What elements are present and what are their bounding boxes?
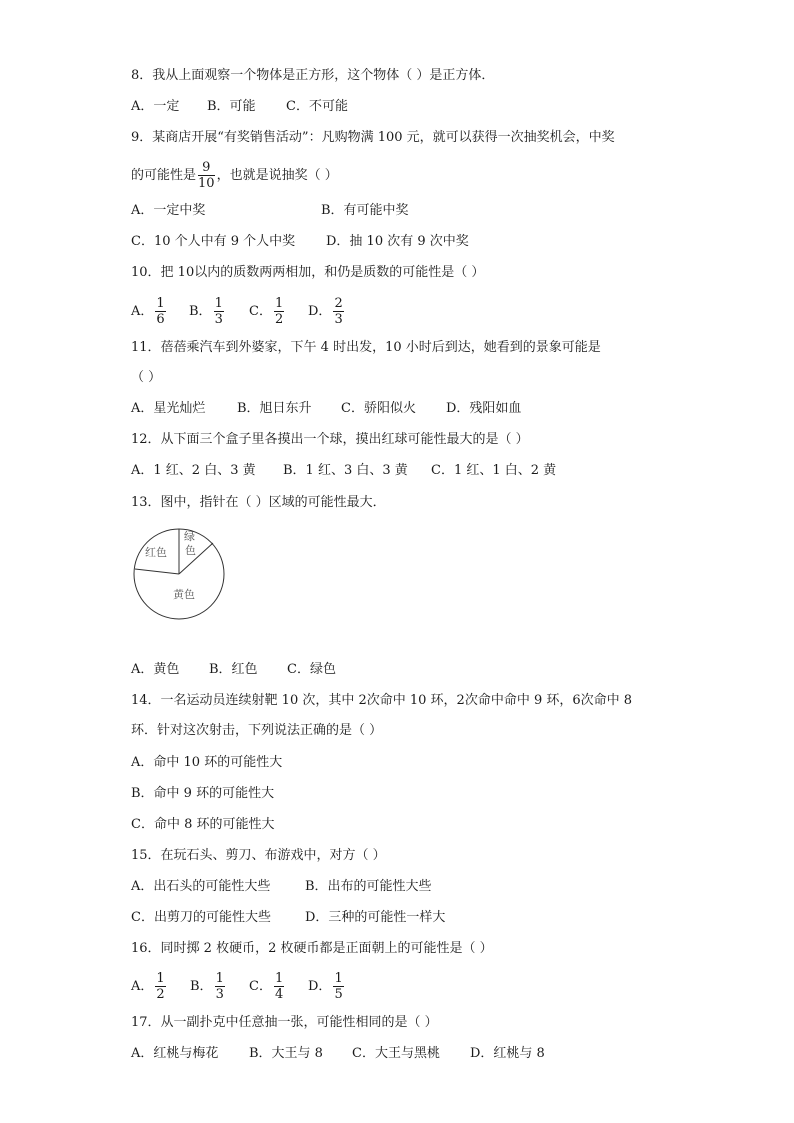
frac-den: 3 xyxy=(215,987,224,1002)
pie-label-yellow: 黄色 xyxy=(173,588,195,601)
pie-label-red: 红色 xyxy=(145,546,167,559)
frac-den: 2 xyxy=(156,987,165,1002)
q13-option-b: B．红色 xyxy=(209,662,258,677)
q16-stem: 16．同时掷 2 枚硬币，2 枚硬币都是正面朝上的可能性是（ ） xyxy=(131,941,493,956)
frac-den: 6 xyxy=(156,312,165,327)
q16-option-c-label: C． xyxy=(249,979,272,994)
q16-option-d-fraction xyxy=(333,971,343,1002)
q11-option-b: B．旭日东升 xyxy=(237,401,312,416)
q16-option-b-fraction xyxy=(215,971,225,1002)
pie-divider-left xyxy=(135,569,179,574)
q14-option-c: C．命中 8 环的可能性大 xyxy=(131,817,275,832)
q10-option-b-fraction xyxy=(214,296,224,327)
frac-den: 5 xyxy=(334,987,343,1002)
q11-option-d: D．残阳如血 xyxy=(446,401,522,416)
q12-option-b: B．1 红、3 白、3 黄 xyxy=(283,463,408,478)
pie-label-green-bottom: 色 xyxy=(185,544,196,557)
pie-svg xyxy=(131,526,227,622)
q11-option-c: C．骄阳似火 xyxy=(341,401,416,416)
q15-option-d: D．三种的可能性一样大 xyxy=(305,910,446,925)
q9-option-d: D．抽 10 次有 9 次中奖 xyxy=(326,234,469,249)
q16-option-a-fraction xyxy=(155,971,165,1002)
q14-option-b: B．命中 9 环的可能性大 xyxy=(131,786,275,801)
q9-option-c: C．10 个人中有 9 个人中奖 xyxy=(131,234,296,249)
q16-option-c xyxy=(249,971,286,1002)
q15-stem: 15．在玩石头、剪刀、布游戏中，对方（ ） xyxy=(131,848,386,863)
q15-option-a: A．出石头的可能性大些 xyxy=(131,879,271,894)
q15-option-c: C．出剪刀的可能性大些 xyxy=(131,910,271,925)
frac-den: 3 xyxy=(334,312,343,327)
q16-option-a xyxy=(131,971,168,1002)
pie-label-green-top: 绿 xyxy=(184,530,195,543)
q9-frac-den: 10 xyxy=(198,176,215,191)
frac-num: 2 xyxy=(334,296,343,311)
frac-num: 1 xyxy=(156,971,165,986)
frac-den: 4 xyxy=(274,987,284,1002)
q17-option-c: C．大王与黑桃 xyxy=(352,1046,440,1061)
q16-option-c-fraction xyxy=(274,971,284,1002)
q10-option-b xyxy=(189,296,226,327)
q13-stem: 13．图中，指针在（ ）区域的可能性最大． xyxy=(131,495,386,510)
q14-stem-line2: 环．针对这次射击，下列说法正确的是（ ） xyxy=(131,723,383,738)
q10-option-d-fraction xyxy=(333,296,343,327)
q11-option-a: A．星光灿烂 xyxy=(131,401,206,416)
q10-option-d-label: D． xyxy=(308,304,332,319)
q10-option-b-label: B． xyxy=(189,304,212,319)
q10-option-d xyxy=(308,296,346,327)
q16-option-d xyxy=(308,971,346,1002)
q12-option-c: C．1 红、1 白、2 黄 xyxy=(431,463,557,478)
frac-num: 1 xyxy=(334,971,343,986)
q10-option-a-label: A． xyxy=(131,304,154,319)
q16-option-b-label: B． xyxy=(190,979,213,994)
q17-option-d: D．红桃与 8 xyxy=(470,1046,545,1061)
q9-stem-post: ，也就是说抽奖（ ） xyxy=(216,168,338,183)
q13-option-c: C．绿色 xyxy=(287,662,336,677)
q9-stem-line2 xyxy=(131,160,338,191)
q10-stem: 10．把 10以内的质数两两相加，和仍是质数的可能性是（ ） xyxy=(131,265,485,280)
frac-num: 1 xyxy=(274,296,284,311)
q8-option-a: A．一定 xyxy=(131,99,180,114)
spinner-pie-diagram xyxy=(131,526,227,622)
q17-option-b: B．大王与 8 xyxy=(249,1046,323,1061)
q14-stem-line1: 14．一名运动员连续射靶 10 次，其中 2次命中 10 环，2次命中命中 9 环，6次命中 8 xyxy=(131,693,633,708)
q11-stem-line2: （ ） xyxy=(131,370,162,385)
q8-option-b: B．可能 xyxy=(207,99,256,114)
q10-option-c-fraction xyxy=(274,296,284,327)
q9-option-b: B．有可能中奖 xyxy=(321,203,409,218)
q9-option-a: A．一定中奖 xyxy=(131,203,206,218)
q17-option-a: A．红桃与梅花 xyxy=(131,1046,219,1061)
q10-option-a-fraction xyxy=(155,296,165,327)
q10-option-c-label: C． xyxy=(249,304,272,319)
q16-option-a-label: A． xyxy=(131,979,154,994)
q11-stem-line1: 11．蓓蓓乘汽车到外婆家，下午 4 时出发，10 小时后到达，她看到的景象可能是 xyxy=(131,340,601,355)
q10-option-a xyxy=(131,296,168,327)
frac-den: 3 xyxy=(214,312,223,327)
q16-option-b xyxy=(190,971,227,1002)
q10-option-c xyxy=(249,296,286,327)
q9-frac-num: 9 xyxy=(198,160,215,176)
frac-num: 1 xyxy=(214,296,223,311)
q9-stem-pre: 的可能性是 xyxy=(131,168,197,183)
q13-option-a: A．黄色 xyxy=(131,662,180,677)
q9-stem-line1: 9．某商店开展“有奖销售活动”：凡购物满 100 元，就可以获得一次抽奖机会，中奖 xyxy=(131,130,615,145)
q17-stem: 17．从一副扑克中任意抽一张，可能性相同的是（ ） xyxy=(131,1015,438,1030)
q12-stem: 12．从下面三个盒子里各摸出一个球，摸出红球可能性最大的是（ ） xyxy=(131,432,529,447)
q14-option-a: A．命中 10 环的可能性大 xyxy=(131,755,283,770)
q15-option-b: B．出布的可能性大些 xyxy=(305,879,432,894)
q12-option-a: A．1 红、2 白、3 黄 xyxy=(131,463,256,478)
q8-stem: 8．我从上面观察一个物体是正方形，这个物体（ ）是正方体． xyxy=(131,68,495,83)
frac-num: 1 xyxy=(215,971,224,986)
q9-fraction xyxy=(198,160,215,191)
frac-den: 2 xyxy=(274,312,284,327)
q8-option-c: C．不可能 xyxy=(286,99,348,114)
q16-option-d-label: D． xyxy=(308,979,332,994)
frac-num: 1 xyxy=(274,971,284,986)
frac-num: 1 xyxy=(156,296,165,311)
